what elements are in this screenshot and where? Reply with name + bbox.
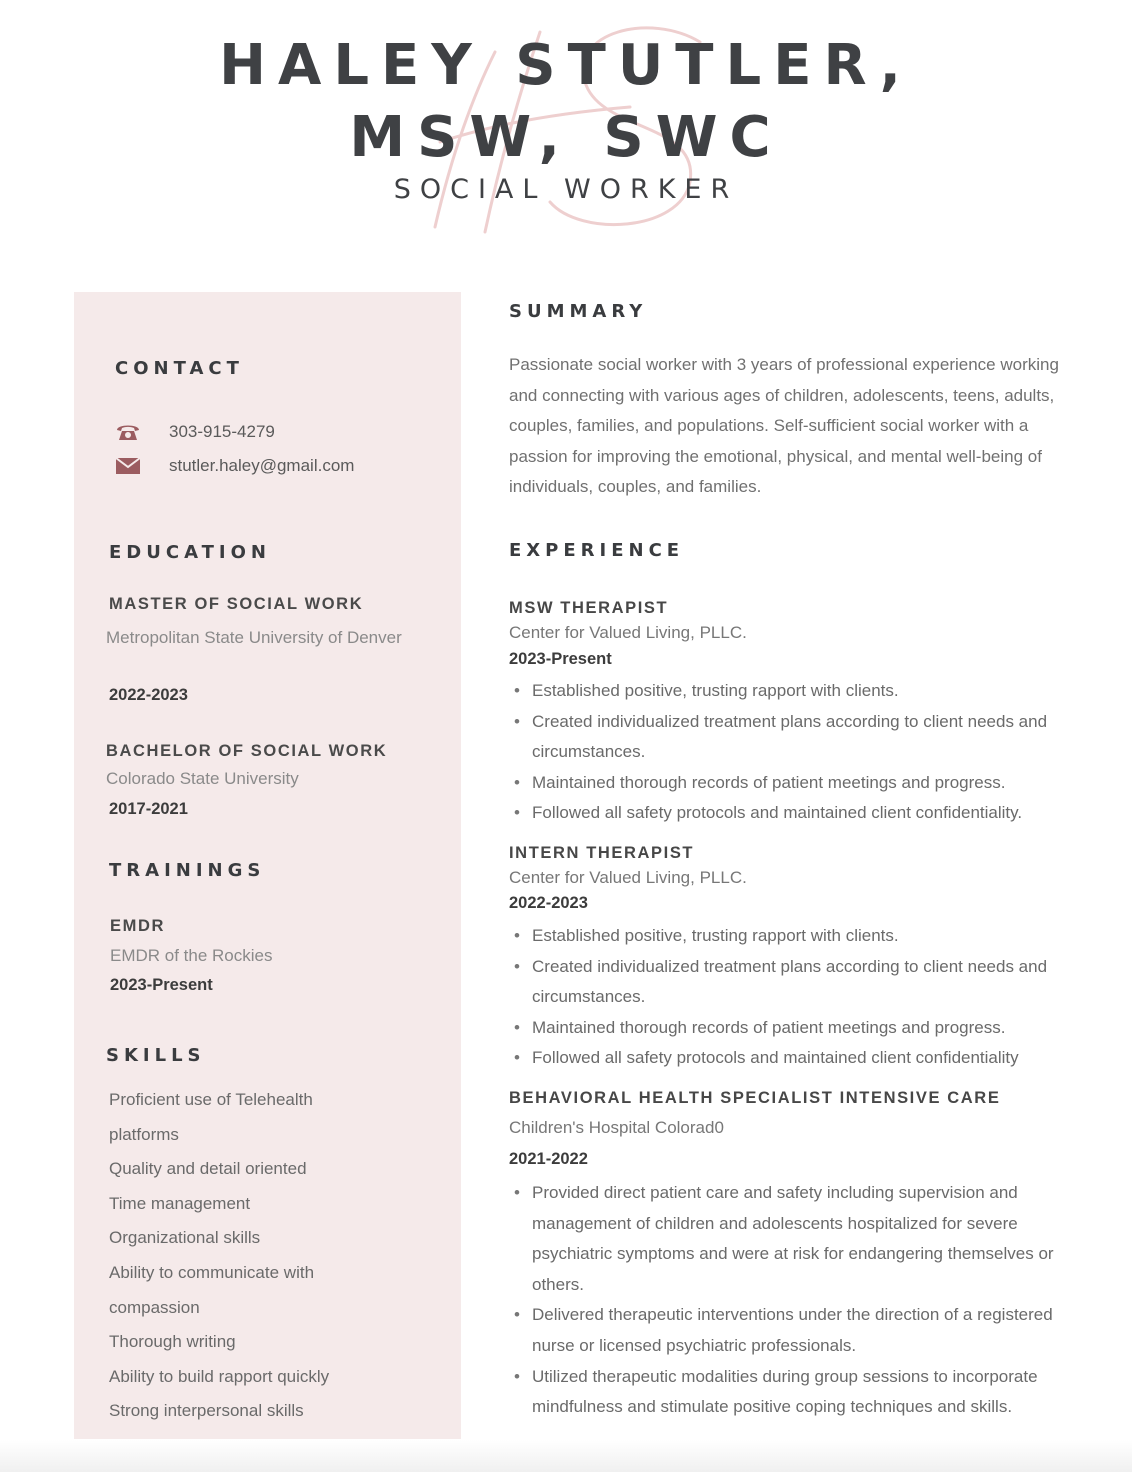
resume-header (0, 30, 1132, 208)
job-3-bullets (509, 1178, 1092, 1423)
candidate-name-line2: MSW, SWC (349, 105, 783, 170)
contact-phone[interactable]: 303-915-4279 (169, 422, 275, 441)
job-2-bullets (509, 921, 1092, 1074)
job-3-dates: 2021-2022 (509, 1150, 588, 1168)
skill-line: compassion (109, 1297, 200, 1317)
degree-2-title: BACHELOR OF SOCIAL WORK (106, 742, 388, 760)
degree-1-years: 2022-2023 (109, 686, 188, 704)
degree-1-title: MASTER OF SOCIAL WORK (109, 595, 364, 613)
contact-heading: CONTACT (115, 358, 244, 379)
skill-line: Quality and detail oriented (109, 1159, 307, 1179)
skills-list (109, 1083, 439, 1429)
phone-icon (114, 422, 142, 442)
list-item: • Delivered therapeutic interventions under the direction of a registered nurse or licensed psychiatric professionals. (532, 1300, 1092, 1361)
list-item: • Followed all safety protocols and maintained client confidentiality. (532, 798, 1092, 829)
skills-heading: SKILLS (106, 1045, 206, 1066)
degree-1-school: Metropolitan State University of Denver (106, 628, 402, 647)
education-heading: EDUCATION (109, 542, 271, 563)
job-3-title: BEHAVIORAL HEALTH SPECIALIST INTENSIVE CARE (509, 1089, 1001, 1107)
list-item: • Created individualized treatment plans according to client needs and circumstances. (532, 952, 1092, 1013)
list-item: • Provided direct patient care and safety including supervision and management of children and adolescents hospitalized for severe psychiatric symptoms and were at risk for endangering themselves or others. (532, 1178, 1092, 1300)
candidate-name-line1: HALEY STUTLER, (219, 33, 913, 98)
list-item: • Followed all safety protocols and maintained client confidentiality (532, 1043, 1092, 1074)
contact-phone-row (114, 422, 275, 442)
list-item: • Created individualized treatment plans according to client needs and circumstances. (532, 707, 1092, 768)
list-item: • Utilized therapeutic modalities during group sessions to incorporate mindfulness and stimulate positive coping techniques and skills. (532, 1362, 1092, 1423)
skill-line: Ability to communicate with (109, 1262, 315, 1282)
skill-line: Strong interpersonal skills (109, 1401, 304, 1421)
training-1-name: EMDR (110, 917, 165, 935)
job-subtitle: SOCIAL WORKER (393, 174, 739, 205)
job-1-org: Center for Valued Living, PLLC. (509, 623, 747, 642)
training-1-years: 2023-Present (110, 976, 213, 994)
list-item: • Established positive, trusting rapport with clients. (532, 921, 1092, 952)
envelope-icon (114, 456, 142, 476)
job-2-org: Center for Valued Living, PLLC. (509, 868, 747, 887)
summary-heading: SUMMARY (509, 301, 648, 322)
contact-email-row (114, 456, 354, 476)
degree-2-years: 2017-2021 (109, 800, 188, 818)
trainings-heading: TRAININGS (109, 860, 266, 881)
list-item: • Established positive, trusting rapport with clients. (532, 676, 1092, 707)
list-item: • Maintained thorough records of patient meetings and progress. (532, 768, 1092, 799)
job-1-bullets (509, 676, 1092, 829)
bottom-fade (0, 1440, 1132, 1472)
skill-line: Ability to build rapport quickly (109, 1366, 330, 1386)
job-3-org: Children's Hospital Colorad0 (509, 1118, 724, 1137)
skill-line: Organizational skills (109, 1228, 261, 1248)
training-1-org: EMDR of the Rockies (110, 946, 273, 965)
contact-email[interactable]: stutler.haley@gmail.com (169, 456, 355, 475)
list-item: • Maintained thorough records of patient meetings and progress. (532, 1013, 1092, 1044)
summary-text: Passionate social worker with 3 years of professional experience working and connecting with various ages of children, adolescents, teens, adults, couples, families, and populations. Self-sufficient social worker with a passion for improving the emotional, physical, and mental well-being of individuals, couples, and families. (509, 355, 1059, 497)
job-2-dates: 2022-2023 (509, 894, 588, 912)
experience-heading: EXPERIENCE (509, 540, 685, 561)
skill-line: Thorough writing (109, 1332, 236, 1352)
job-1-title: MSW THERAPIST (509, 599, 669, 617)
skill-line: Proficient use of Telehealth (109, 1090, 313, 1109)
skill-line: platforms (109, 1124, 179, 1144)
skill-line: Time management (109, 1193, 251, 1213)
degree-2-school: Colorado State University (106, 769, 299, 788)
job-2-title: INTERN THERAPIST (509, 844, 695, 862)
left-sidebar (74, 292, 461, 1439)
job-1-dates: 2023-Present (509, 650, 612, 668)
